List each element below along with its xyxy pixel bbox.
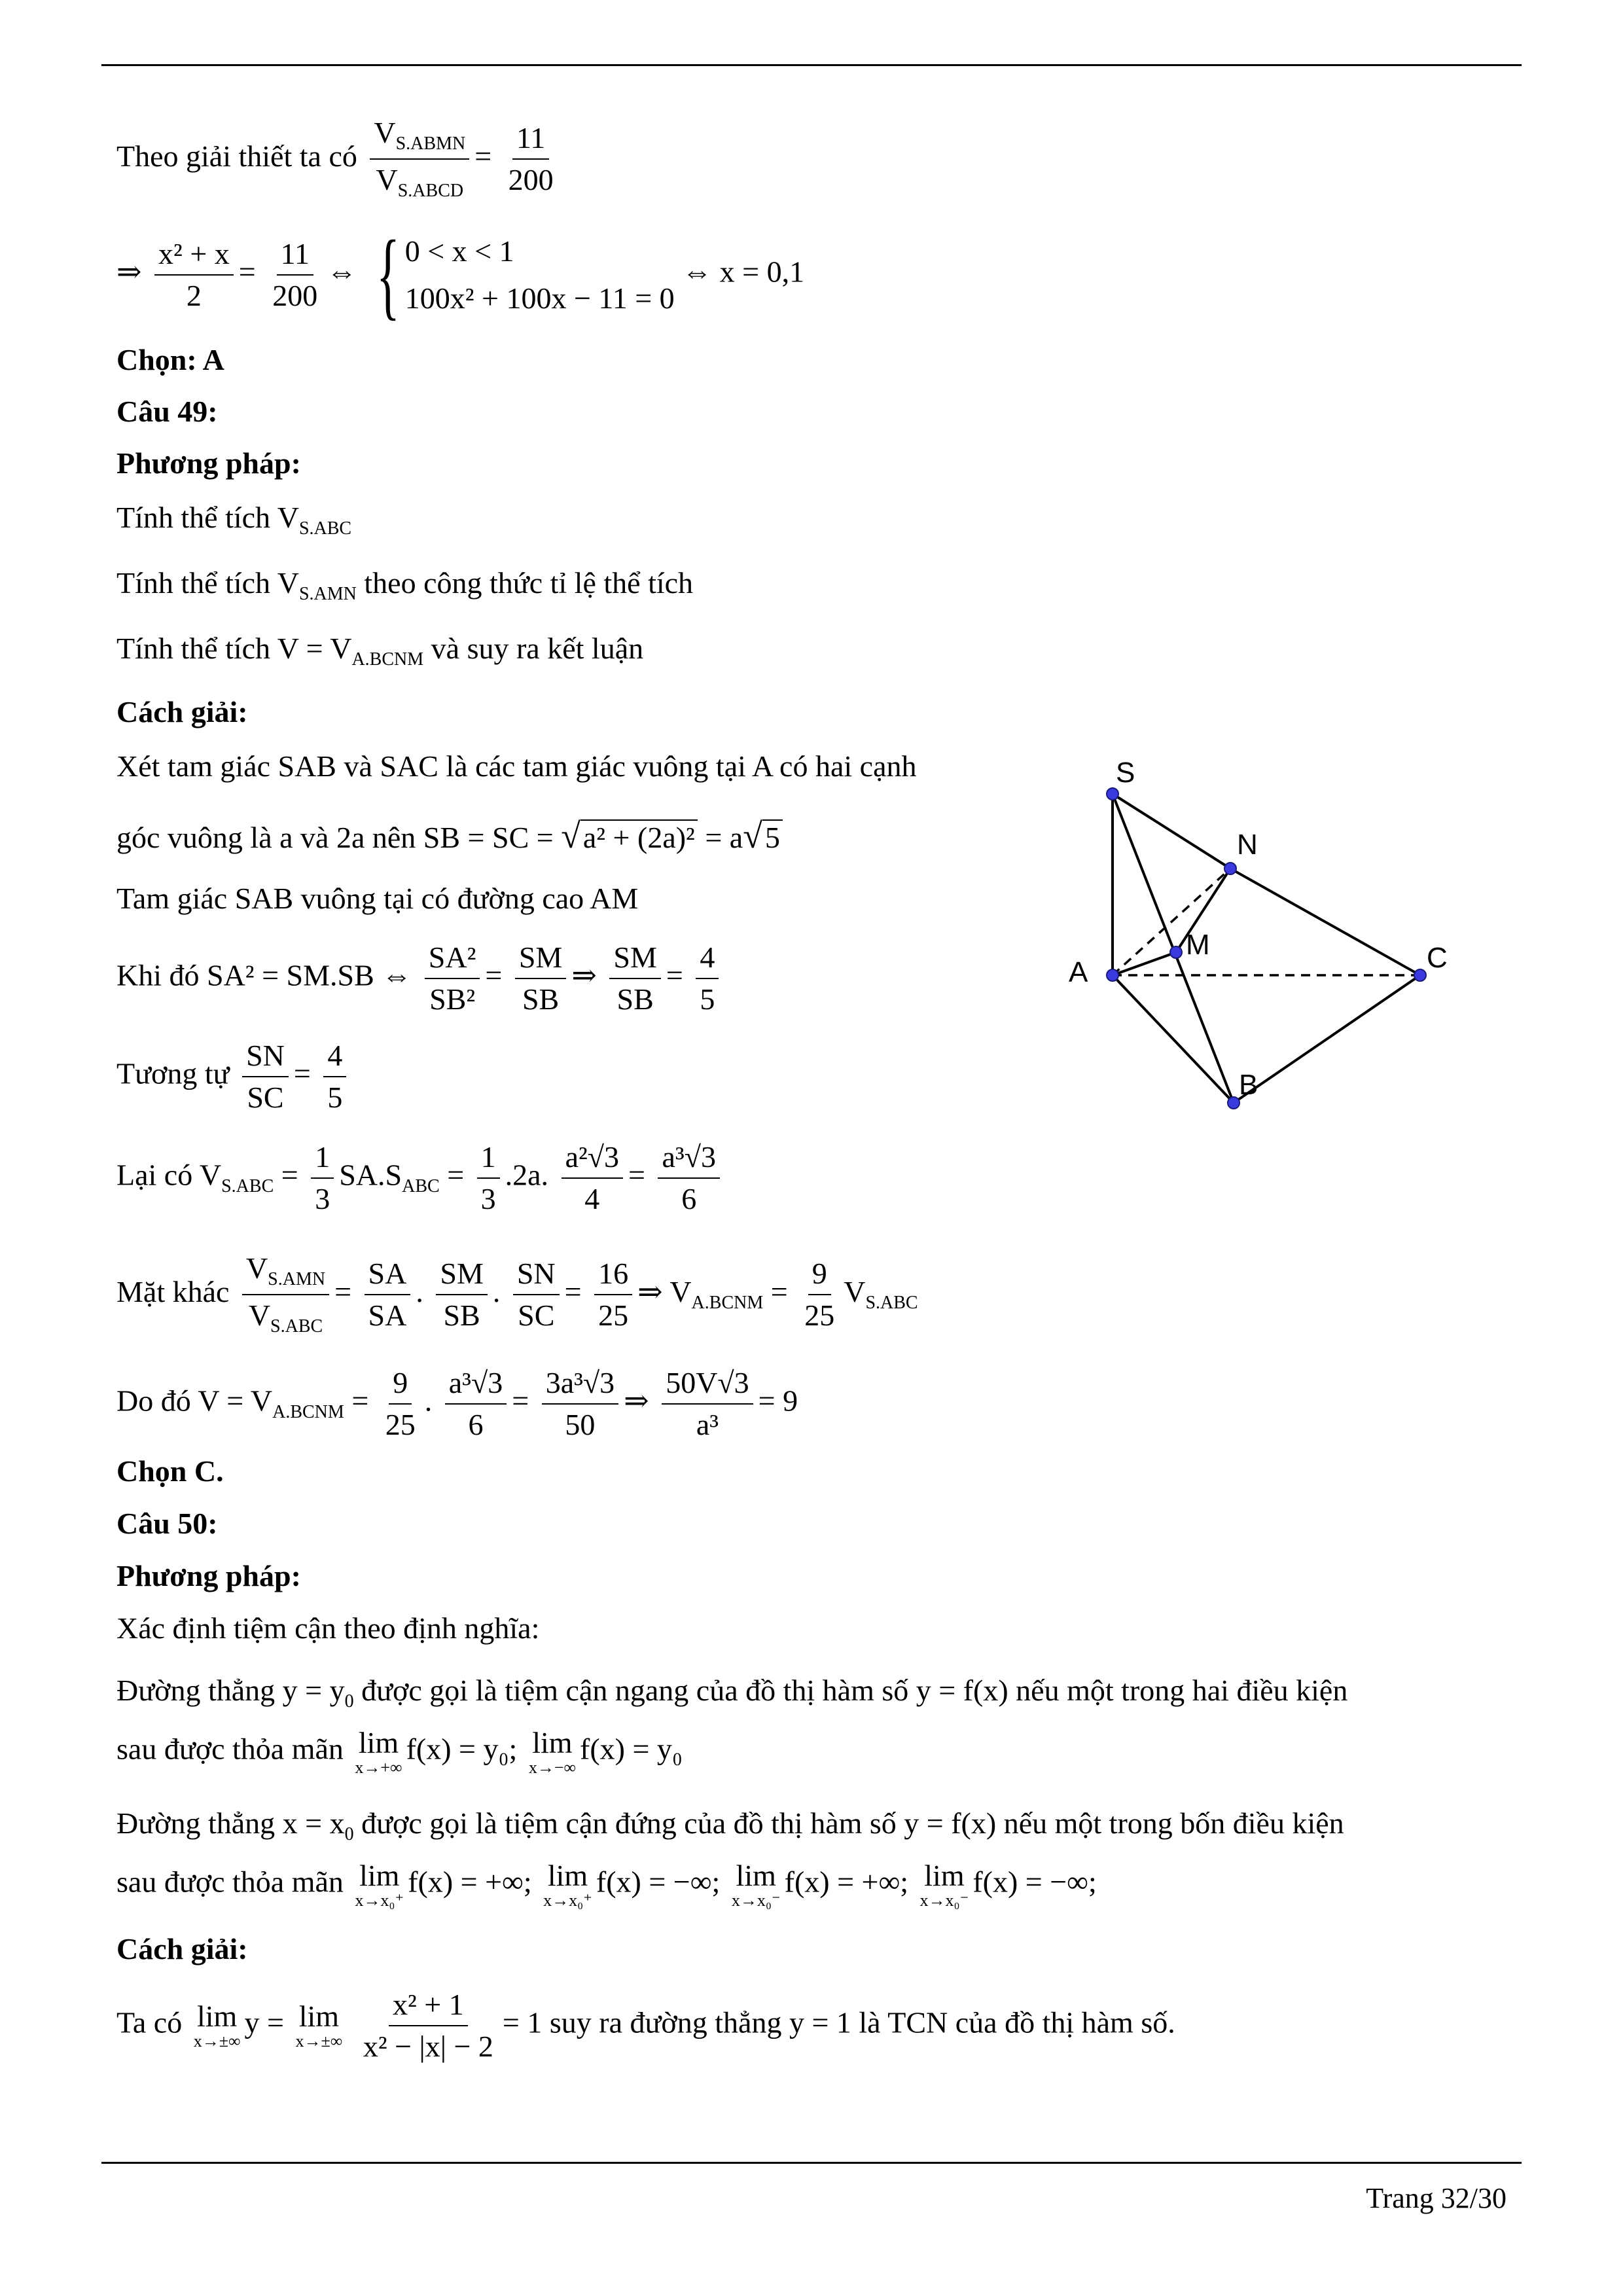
- q49-solution-6: Lại có $V_{S.ABC}$ = $\frac{1}{3}$ $SA.S_{ABC}$ = $\frac{1}{3}$ .2a. $\frac{\text{a²√3}}{4}$ = $\frac{\text{a³√3}}{6}$: [116, 1142, 725, 1214]
- point-m: [1170, 946, 1182, 958]
- prev-choice: Chọn: A: [116, 343, 224, 376]
- point-s: [1107, 788, 1118, 800]
- q49-solution-3: Tam giác SAB vuông tại có đường cao AM: [116, 882, 639, 915]
- q50-title: Câu 50:: [116, 1507, 218, 1540]
- equation-system-line: ⇒ $\frac{\text{x² + x}}{2}$ = $\frac{11}{200}$ ⇔ { 0 < x < 1 100x² + 100x − 11 = 0 ⇔ x = 0,1: [116, 221, 805, 329]
- edge-ab: [1113, 975, 1234, 1103]
- edge-nc: [1230, 869, 1420, 975]
- q50-solution-1: Ta có lim x→±∞ y = lim x→±∞ $\frac{\text{x² + 1}}{\text{x² − |x| − 2}}$ = 1 suy ra đường thẳng y = 1 là TCN của đồ thị hàm số.: [116, 1988, 1175, 2063]
- edge-sn: [1113, 794, 1230, 869]
- q50-method-2: Đường thẳng $y = y_0$ được gọi là tiệm cận ngang của đồ thị hàm số y = f(x) nếu một trong hai điều kiện: [116, 1674, 1348, 1712]
- q49-solution-5: Tương tự $\frac{SN}{SC}$ = $\frac{4}{5}$: [116, 1041, 351, 1113]
- q50-method-1: Xác định tiệm cận theo định nghĩa:: [116, 1611, 540, 1645]
- q50-method-3: sau được thỏa mãn lim x→+∞ f(x) = y₀; lim x→−∞ f(x) = y₀: [116, 1726, 683, 1777]
- q49-solution-label: Cách giải:: [116, 695, 248, 728]
- q49-method-1: Tính thể tích $V_{S.ABC}$: [116, 501, 352, 539]
- label-c: C: [1427, 942, 1448, 974]
- q49-solution-2: góc vuông là a và 2a nên SB = SC = √a² + (2a)² = a√5: [116, 818, 783, 853]
- q49-solution-4: Khi đó SA² = SM.SB ⇔ $\frac{\text{SA²}}{\text{SB²}}$ = $\frac{SM}{SB}$ ⇒ $\frac{SM}{SB}$ = $\frac{4}{5}$: [116, 942, 724, 1014]
- q50-method-5: sau được thỏa mãn lim x→x₀⁺ f(x) = +∞; lim x→x₀⁺ f(x) = −∞; lim x→x₀⁻ f(x) = +∞; lim x→x₀⁻ f(x) = −∞;: [116, 1859, 1097, 1910]
- point-c: [1414, 969, 1426, 981]
- label-b: B: [1239, 1069, 1258, 1101]
- pyramid-figure: [1047, 746, 1505, 1139]
- q49-solution-1: Xét tam giác SAB và SAC là các tam giác vuông tại A có hai cạnh: [116, 749, 917, 783]
- label-s: S: [1116, 757, 1135, 789]
- volume-ratio-fraction: $\frac{V_{S.ABMN}}{V_{S.ABCD}}$: [370, 118, 469, 200]
- q49-choice: Chọn C.: [116, 1454, 224, 1488]
- page-number: Trang 32/30: [1366, 2182, 1507, 2214]
- edge-an-hidden: [1113, 869, 1230, 975]
- edge-bc: [1234, 975, 1420, 1103]
- label-a: A: [1069, 956, 1088, 988]
- point-n: [1224, 863, 1236, 874]
- point-b: [1228, 1097, 1240, 1109]
- q49-method-3: Tính thể tích $V = V_{A.BCNM}$ và suy ra kết luận: [116, 632, 644, 670]
- header-rule: [101, 64, 1522, 66]
- edge-am: [1113, 952, 1176, 975]
- point-a: [1107, 969, 1118, 981]
- q49-method-label: Phương pháp:: [116, 446, 301, 480]
- label-n: N: [1237, 829, 1258, 861]
- q49-title: Câu 49:: [116, 395, 218, 428]
- given-ratio-line: Theo giải thiết ta có $\frac{V_{S.ABMN}}{V_{S.ABCD}}$ = $\frac{11}{200}$: [116, 116, 554, 202]
- equation-system: { 0 < x < 1 100x² + 100x − 11 = 0: [376, 221, 675, 329]
- q50-method-4: Đường thẳng $x = x_0$ được gọi là tiệm cận đứng của đồ thị hàm số y = f(x) nếu một trong bốn điều kiện: [116, 1806, 1344, 1845]
- footer-rule: [101, 2162, 1522, 2164]
- q50-method-label: Phương pháp:: [116, 1559, 301, 1592]
- q50-solution-label: Cách giải:: [116, 1932, 248, 1965]
- label-m: M: [1186, 929, 1210, 961]
- q49-solution-8: Do đó $V = V_{A.BCNM}$ = $\frac{9}{25}$ . $\frac{\text{a³√3}}{6}$ = $\frac{\text{3a³√3}}{50}$ ⇒ $\frac{50V√3}{\text{a³}}$ = 9: [116, 1366, 798, 1441]
- q49-solution-7: Mặt khác $\frac{V_{S.AMN}}{V_{S.ABC}}$ = $\frac{SA}{SA}$ . $\frac{SM}{SB}$ . $\frac{SN}{SC}$ = $\frac{16}{25}$ ⇒ $V_{A.BCNM}$ = $\frac{9}{25}$ $V_{S.ABC}$: [116, 1251, 918, 1337]
- q49-method-2: Tính thể tích $V_{S.AMN}$ theo công thức tỉ lệ thể tích: [116, 566, 694, 605]
